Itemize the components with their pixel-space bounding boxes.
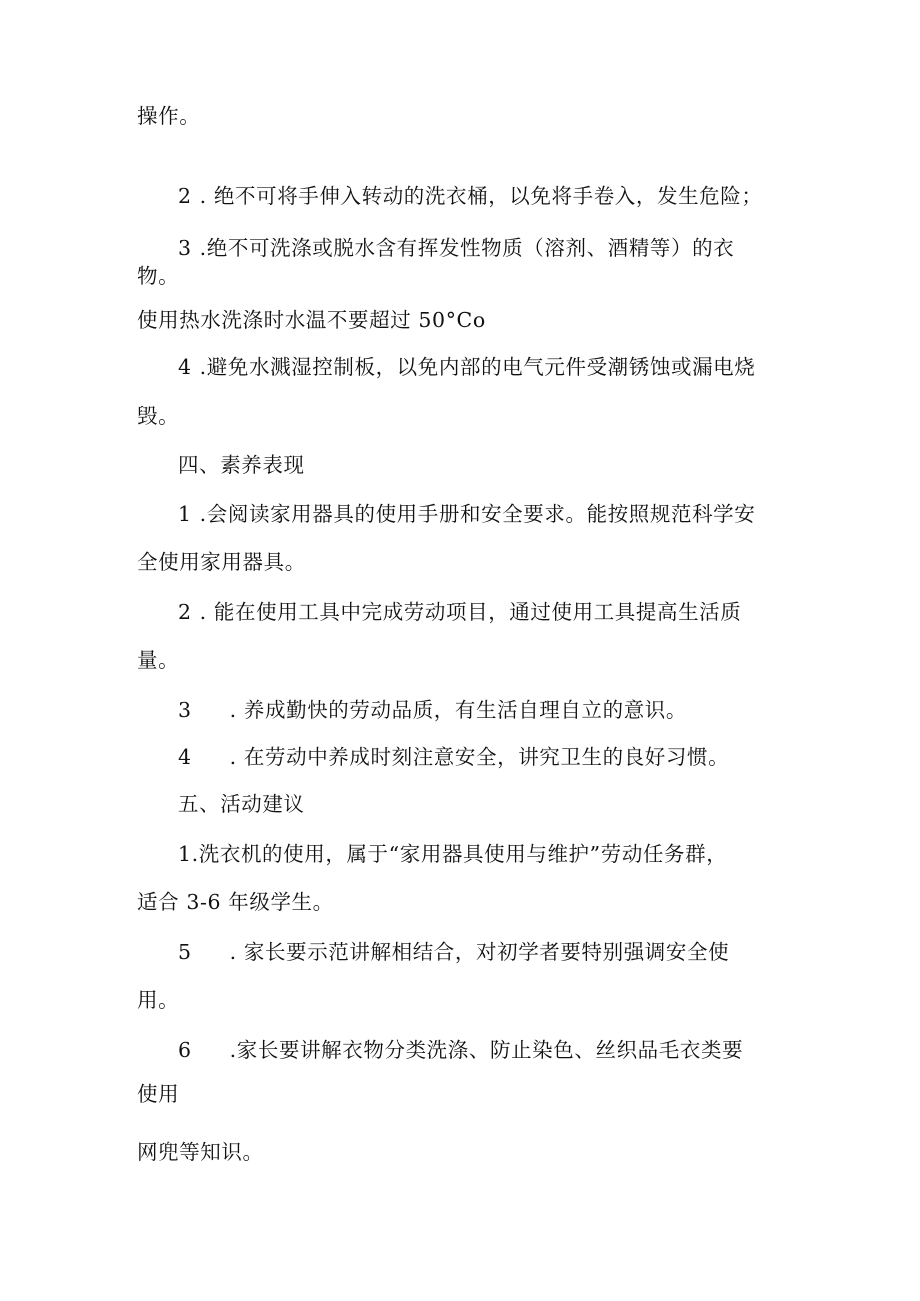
list-item-text: .避免水溅湿控制板，以免内部的电气元件受潮锈蚀或漏电烧	[199, 355, 756, 379]
list-item	[178, 696, 687, 724]
list-item-text: .家长要讲解衣物分类洗涤、防止染色、丝织品毛衣类要	[229, 1038, 744, 1062]
paragraph-line: 物。	[137, 264, 180, 288]
paragraph-line: 操作。	[137, 104, 201, 128]
list-item-text: . 能在使用工具中完成劳动项目，通过使用工具提高生活质	[199, 600, 742, 624]
list-number: 1	[178, 502, 192, 526]
list-item-text: . 在劳动中养成时刻注意安全，讲究卫生的良好习惯。	[229, 745, 730, 769]
list-item-text: .会阅读家用器具的使用手册和安全要求。能按照规范科学安	[199, 502, 756, 526]
list-item	[178, 234, 734, 262]
paragraph-line: 适合 3-6 年级学生。	[137, 890, 334, 914]
list-item	[178, 1036, 743, 1064]
list-item-text: . 绝不可将手伸入转动的洗衣桶，以免将手卷入，发生危险；	[199, 184, 763, 208]
paragraph-line: 全使用家用器具。	[137, 550, 306, 574]
paragraph-line: 1.洗衣机的使用，属于“家用器具使用与维护”劳动任务群，	[178, 842, 728, 866]
section-heading: 五、活动建议	[178, 792, 305, 816]
paragraph-line: 毁。	[137, 404, 180, 428]
list-item-text: . 养成勤快的劳动品质，有生活自理自立的意识。	[229, 698, 687, 722]
list-number: 3	[178, 698, 192, 722]
list-item	[178, 500, 755, 528]
list-number: 2	[178, 184, 192, 208]
list-number: 6	[178, 1038, 192, 1062]
list-number: 2	[178, 600, 192, 624]
list-number: 3	[178, 236, 192, 260]
list-item	[178, 598, 741, 626]
list-number: 4	[178, 745, 192, 769]
list-item	[178, 938, 729, 966]
section-heading: 四、素养表现	[178, 453, 305, 477]
list-item-text: .绝不可洗涤或脱水含有挥发性物质（溶剂、酒精等）的衣	[199, 236, 735, 260]
paragraph-line: 使用热水洗涤时水温不要超过 50°Co	[137, 308, 486, 332]
list-number: 4	[178, 355, 192, 379]
list-item-text: . 家长要示范讲解相结合，对初学者要特别强调安全使	[229, 940, 730, 964]
paragraph-line: 网兜等知识。	[137, 1140, 264, 1164]
list-item	[178, 182, 763, 210]
list-item	[178, 743, 729, 771]
list-item	[178, 353, 755, 381]
paragraph-line: 用。	[137, 988, 180, 1012]
paragraph-line: 量。	[137, 648, 180, 672]
list-number: 5	[178, 940, 192, 964]
paragraph-line: 使用	[137, 1082, 180, 1106]
